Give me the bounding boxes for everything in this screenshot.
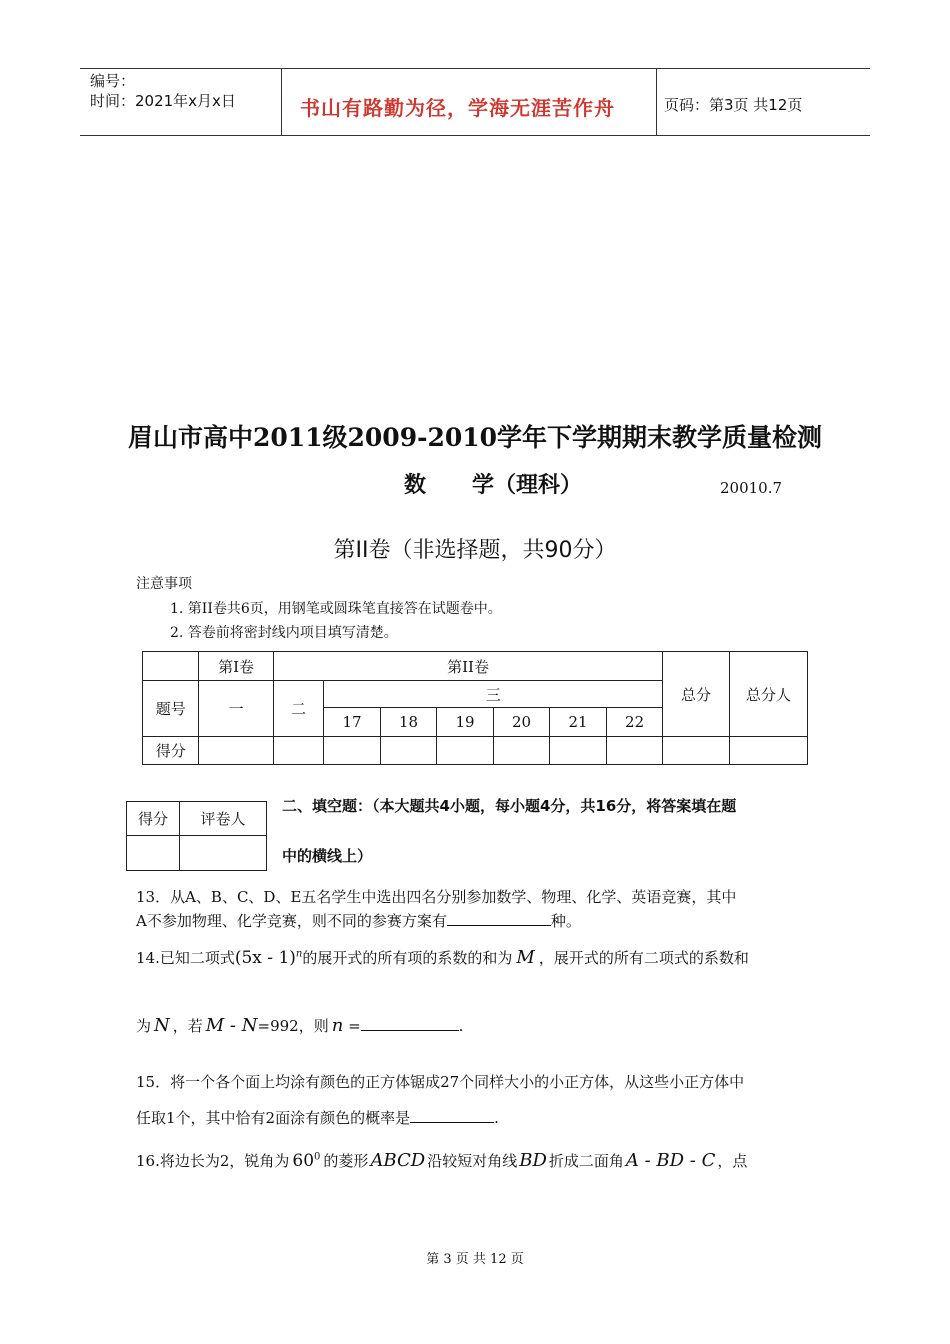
q16-text-b: 的菱形 bbox=[323, 1152, 369, 1170]
part-title: 第II卷（非选择题，共90分） bbox=[333, 538, 617, 563]
question-19: 19 bbox=[437, 708, 494, 737]
q14-N: N bbox=[154, 1015, 170, 1036]
q14-text-b: 的展开式的所有项的系数的和为 bbox=[302, 949, 513, 967]
score-cell-total[interactable] bbox=[663, 737, 729, 765]
score-cell-17[interactable] bbox=[324, 737, 381, 765]
q16-BD: BD bbox=[519, 1150, 547, 1171]
question-18: 18 bbox=[380, 708, 437, 737]
q13-line1: 13．从A、B、C、D、E五名学生中选出四名分别参加数学、物理、化学、英语竞赛，其中 bbox=[136, 888, 737, 906]
section2-heading-line2: 中的横线上） bbox=[282, 847, 373, 865]
q16-line1 bbox=[136, 1147, 826, 1175]
q13-answer-blank[interactable] bbox=[447, 911, 551, 926]
grader-table bbox=[126, 801, 267, 871]
exam-title: 眉山市高中2011级2009-2010学年下学期期末教学质量检测 bbox=[127, 423, 823, 452]
q16-text-a: 16.将边长为2，锐角为 bbox=[136, 1152, 290, 1170]
q14-M: M bbox=[516, 947, 535, 968]
score-cell-18[interactable] bbox=[380, 737, 437, 765]
q14-n: n bbox=[331, 1015, 344, 1036]
q15-end: . bbox=[494, 1109, 499, 1127]
q14-binomial bbox=[235, 948, 303, 968]
notice-item-1: 1. 第II卷共6页，用钢笔或圆珠笔直接答在试题卷中。 bbox=[170, 601, 502, 617]
notice-heading: 注意事项 bbox=[136, 576, 192, 592]
score-cell-part1[interactable] bbox=[199, 737, 273, 765]
grader-name-cell[interactable] bbox=[180, 836, 267, 871]
q15-text: 任取1个，其中恰有2面涂有颜色的概率是 bbox=[136, 1109, 411, 1127]
q16-text-c: 沿较短对角线 bbox=[427, 1152, 518, 1170]
exam-subtitle: 数 学（理科） bbox=[404, 472, 582, 498]
question-21: 21 bbox=[550, 708, 607, 737]
header-bottom-rule bbox=[80, 135, 870, 136]
q15-line2 bbox=[136, 1107, 499, 1130]
score-cell-total-person[interactable] bbox=[729, 737, 807, 765]
total-person-header: 总分人 bbox=[729, 652, 807, 737]
q14-equation-value: =992 bbox=[257, 1017, 299, 1035]
header-time-label: 时间：2021年x月x日 bbox=[90, 92, 236, 110]
header-page-info: 页码：第3页 共12页 bbox=[664, 96, 803, 114]
q16-angle-value: 60 bbox=[292, 1151, 315, 1171]
q13-tail: 种。 bbox=[550, 912, 581, 930]
question-17: 17 bbox=[324, 708, 381, 737]
question-number-label: 题号 bbox=[143, 681, 199, 737]
header-divider-right bbox=[656, 68, 657, 136]
page-footer: 第 3 页 共 12 页 bbox=[426, 1252, 524, 1267]
score-cell-22[interactable] bbox=[606, 737, 663, 765]
q16-text-d: 折成二面角 bbox=[548, 1152, 624, 1170]
score-cell-20[interactable] bbox=[493, 737, 550, 765]
q15-line1: 15．将一个各个面上均涂有颜色的正方体锯成27个同样大小的小正方体，从这些小正方体中 bbox=[136, 1073, 745, 1091]
grader-name-label: 评卷人 bbox=[180, 802, 267, 836]
q14-text-a: 14.已知二项式 bbox=[136, 949, 235, 967]
vol1-header: 第I卷 bbox=[199, 652, 273, 681]
header-motto: 书山有路勤为径，学海无涯苦作舟 bbox=[300, 96, 615, 120]
score-table bbox=[142, 651, 808, 765]
grader-score-label: 得分 bbox=[127, 802, 180, 836]
q15-answer-blank[interactable] bbox=[410, 1108, 494, 1123]
q14-equation: M - N bbox=[205, 1015, 258, 1036]
header-number-label: 编号： bbox=[90, 72, 136, 90]
question-20: 20 bbox=[493, 708, 550, 737]
score-row-label: 得分 bbox=[143, 737, 199, 765]
part3-label: 三 bbox=[324, 681, 663, 708]
q16-dihedral: A - BD - C bbox=[625, 1150, 716, 1171]
q14-answer-blank[interactable] bbox=[361, 1016, 459, 1031]
q16-angle-degree: 0 bbox=[314, 1151, 321, 1163]
part2-label: 二 bbox=[273, 681, 324, 737]
part1-label: 一 bbox=[199, 681, 273, 737]
question-22: 22 bbox=[606, 708, 663, 737]
vol2-header: 第II卷 bbox=[273, 652, 663, 681]
score-table-corner bbox=[143, 652, 199, 681]
q16-angle bbox=[292, 1151, 320, 1171]
notice-item-2: 2. 答卷前将密封线内项目填写清楚。 bbox=[170, 625, 398, 641]
score-cell-part2[interactable] bbox=[273, 737, 324, 765]
q16-text-e: ，点 bbox=[717, 1152, 748, 1170]
q14-binomial-expr: (5x - 1) bbox=[234, 948, 296, 968]
section2-heading-line1: 二、填空题：（本大题共4小题，每小题4分，共16分，将答案填在题 bbox=[282, 797, 737, 815]
q16-ABCD: ABCD bbox=[370, 1150, 426, 1171]
total-header: 总分 bbox=[663, 652, 729, 737]
q14-binomial-exp: n bbox=[295, 948, 303, 960]
q14-line1 bbox=[136, 944, 816, 972]
q13-text: A不参加物理、化学竞赛，则不同的参赛方案有 bbox=[136, 912, 447, 930]
q14-line2-b: ，若 bbox=[172, 1017, 203, 1035]
q14-line2-a: 为 bbox=[136, 1017, 152, 1035]
q14-line2-c: ，则 bbox=[298, 1017, 329, 1035]
score-cell-21[interactable] bbox=[550, 737, 607, 765]
exam-date: 20010.7 bbox=[720, 479, 783, 497]
q14-end: . bbox=[458, 1017, 464, 1035]
q13-line2 bbox=[136, 910, 581, 933]
grader-score-cell[interactable] bbox=[127, 836, 180, 871]
score-cell-19[interactable] bbox=[437, 737, 494, 765]
q14-line2 bbox=[136, 1012, 463, 1040]
header-divider-left bbox=[281, 68, 282, 136]
header-top-rule bbox=[80, 68, 870, 69]
q14-text-c: ，展开式的所有二项式的系数和 bbox=[538, 949, 749, 967]
q14-line2-d: = bbox=[343, 1017, 361, 1035]
